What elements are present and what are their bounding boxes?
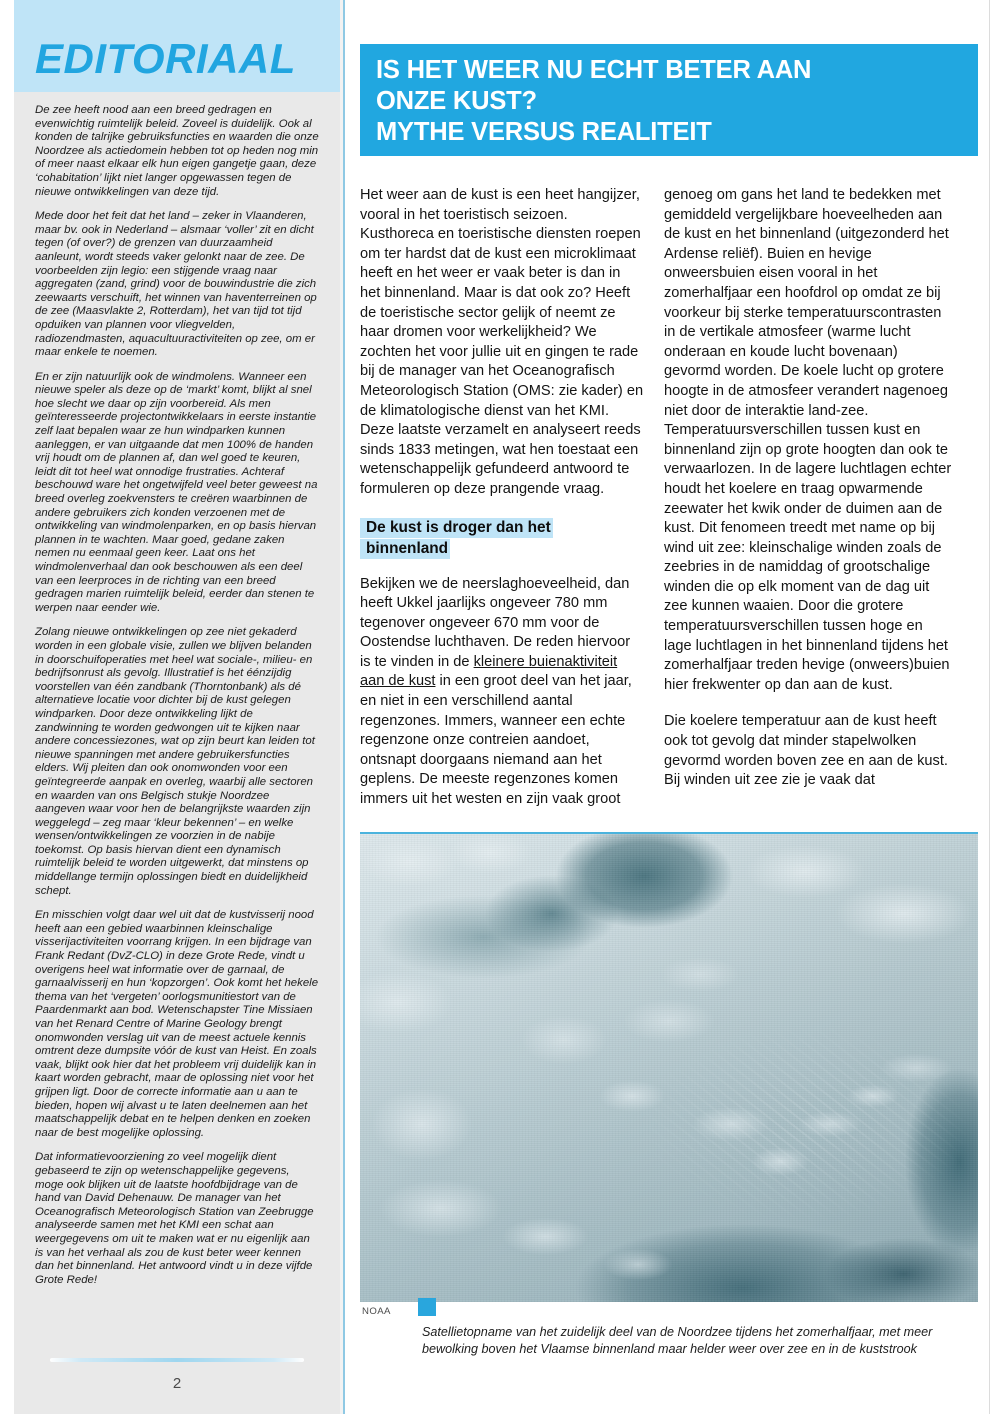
article-subheading-line-1: De kust is droger dan het	[360, 518, 553, 538]
satellite-image-tint-layer	[360, 834, 978, 1302]
editorial-paragraph: Mede door het feit dat het land – zeker in Vlaanderen, maar bv. ook in Nederland – alsmaar ‘voller’ zit en dicht tegen (of over?) de grenzen van duurzaamheid aanleunt, wordt steeds vaker gelonkt naar de zee. De voorbeelden zijn legio: een stijgende vraag naar aggregaten (zand, grind) voor de bouwindustrie die zich zeewaarts verschuift, het winnen van haventerreinen op de zee (Maasvlakte 2, Rotterdam), het van tijd tot tijd opduiken van plannen voor vliegvelden, radiozendmasten, aquacultuuractiviteiten op zee, om er maar enkele te noemen.	[35, 210, 317, 359]
paragraph-text-before-link: Bekijken we de neerslaghoeveelheid, dan heeft Ukkel jaarlijks ongeveer 780 mm tegenover ongeveer 670 mm voor de Oostendse luchthaven. De reden hiervoor is te vinden in de	[360, 575, 631, 670]
article-main	[352, 0, 986, 1414]
article-column-left	[360, 186, 644, 810]
page-number: 2	[172, 1375, 182, 1392]
article-paragraph-temperature: genoeg om gans het land te bedekken met gemiddeld vergelijkbare hoeveelheden aan de kust en het binnenland (uitgezonderd het Ardense reliëf). Buien en hevige onweersbuien eisen vooral in het zomerhalfjaar een hoofdrol op omdat ze bij voorkeur bij sterke temperatuurscontrasten in de vertikale atmosfeer (warme lucht onderaan en koude lucht bovenaan) gevormd worden. De koele lucht op grotere hoogte in de atmosfeer verandert nagenoeg niet door de interaktie land-zee. Temperatuursverschillen tussen kust en binnenland zijn op grote hoogten dan ook te verwaarlozen. In de lagere luchtlagen echter houdt het koelere en traag opwarmende zeewater het kwik onder de duimen aan de kust. Dit fenomeen treedt met name op bij wind uit zee: kleinschalige winden zoals de zeebries in de namiddag of grootschalige winden die op elk moment van de dag uit zee kunnen waaien. Door die grotere temperatuursverschillen tussen hoge en lage luchtlagen in het binnenland tijdens het zomerhalfjaar treden hevige (onweers)buien hier frekwenter op dan aan de kust.	[664, 187, 952, 693]
article-subheading	[360, 517, 644, 559]
editorial-paragraph: De zee heeft nood aan een breed gedragen en evenwichtig ruimtelijk beleid. Zoveel is duidelijk. Ook al konden de talrijke gebruiksfuncties en waarden die onze Noordzee als actiedomein hebben tot op heden nog min of meer naast elkaar elk hun eigen gangetje gaan, deze ‘cohabitation’ lijkt niet langer opgewassen tegen de nieuwe ontwikkelingen van deze tijd.	[35, 104, 319, 198]
editorial-body	[14, 92, 340, 1414]
article-intro-paragraph: Het weer aan de kust is een heet hangijzer, vooral in het toeristisch seizoen. Kusthoreca en toeristische diensten roepen om ter hardst dat de kust een microklimaat heeft en het weer er vaak beter is dan in het binnenland. Maar is dat ook zo? Heeft de toeristische sector gelijk of neemt ze haar dromen voor werkelijkheid? We zochten het voor jullie uit en gingen te rade bij de manager van het Oceanografisch Meteorologisch Station (OMS: zie kader) en de klimatologische dienst van het KMI. Deze laatste verzamelt en analyseert reeds sinds 1833 metingen, wat hen toestaat een wetenschappelijk gefundeerd antwoord te formuleren op deze prangende vraag.	[360, 187, 644, 497]
article-subheading-text	[360, 518, 553, 559]
editorial-sidebar	[14, 0, 340, 1414]
image-credit: NOAA	[362, 1306, 391, 1317]
editorial-paragraph: En misschien volgt daar wel uit dat de kustvisserij nood heeft aan een gebied waarbinnen kleinschalige visserijactiviteiten voorrang krijgen. In een bijdrage van Frank Redant (DvZ-CLO) in deze Grote Rede, vindt u overigens heel wat informatie over de garnaal, de garnaalvisserij en hun ‘kopzorgen’. Ook komt het hekele thema van het ‘vergeten’ oorlogsmunitiestort van de Paardenmarkt aan bod. Wetenschapster Tine Missiaen van het Renard Centre of Marine Geology brengt onomwonden verslag uit van de meest actuele kennis omtrent deze dumpsite vóór de kust van Heist. En zoals vaak, blijkt ook hier dat het probleem vrij duidelijk kan in kaart worden gebracht, maar de oplossing niet voor het grijpen ligt. Door de correcte informatie aan u aan te bieden, hopen wij alvast u te laten deelnemen aan het maatschappelijk debat en te helpen denken en zoeken naar de best mogelijke oplossing.	[35, 909, 319, 1139]
article-paragraph-precipitation	[360, 575, 644, 810]
article-title-band	[360, 44, 978, 156]
editorial-header-band	[14, 0, 340, 92]
paragraph-text-after-link: in een groot deel van het jaar, en niet in een verschillend aantal regenzones. Immers, wanneer een echte regenzone onze contreien aandoet, ontsnapt doorgaans niemand aan het geplens. De meeste regenzones komen immers uit het westen en zijn vaak groot	[360, 673, 632, 808]
article-paragraph-clouds: Die koelere temperatuur aan de kust heeft ook tot gevolg dat minder stapelwolken gevormd worden boven zee en aan de kust. Bij winden uit zee zie je vaak dat	[664, 713, 948, 789]
sidebar-divider-blue	[343, 0, 345, 1414]
editorial-title: EDITORIAAL	[35, 35, 296, 82]
article-subheading-line-2: binnenland	[360, 539, 450, 559]
article-title-line-1: IS HET WEER NU ECHT BETER AAN	[376, 56, 812, 84]
article-title-line-2: ONZE KUST?	[376, 87, 537, 115]
page-right-edge-rule	[989, 0, 990, 1414]
article-title-line-3: MYTHE VERSUS REALITEIT	[376, 118, 712, 146]
emphasised-phrase: kleinere buienaktiviteit aan de kust	[360, 653, 618, 690]
editorial-paragraph: Zolang nieuwe ontwikkelingen op zee niet gekaderd worden in een globale visie, zullen we blijven belanden in doorschuifoperaties met heel wat sociale-, milieu- en bedrijfsonrust als gevolg. Illustratief is het éénzijdig voorstellen van één zandbank (Thorntonbank) als dé alternatieve locatie voor dichter bij de kust gelegen windparken. Door deze ontwikkeling lijkt de zandwinning te worden gedwongen uit te kijken naar andere concessiezones, wat op zijn beurt kan leiden tot nieuwe spanningen met andere gebruikersfuncties elders. Wij pleiten dan ook onomwonden voor een geïntegreerde aanpak en overleg, waarbij alle sectoren en waarden van ons Belgisch stukje Noordzee aangeven waar voor hen de belangrijkste waarden zijn weggelegd – zeg maar ‘kleur bekennen’ – en welke wensen/ontwikkelingen ze voorzien in de nabije toekomst. Op basis hiervan dient een dynamisch ruimtelijk beleid te worden uitgewerkt, dat minstens op middellange termijn oplossingen biedt en duidelijkheid schept.	[35, 626, 315, 897]
editorial-paragraph: En er zijn natuurlijk ook de windmolens. Wanneer een nieuwe speler als deze op de ‘markt’ komt, blijkt al snel hoe slecht we daar op zijn voorbereid. Als men geïnteresseerde projectontwikkelaars in eerste instantie zelf laat bepalen waar ze hun windparken kunnen aanleggen, er van uitgaande dat men 100% de handen vrij houdt om de plannen af, dan wel goed te keuren, leidt dit tot heel wat onnodige frustraties. Achteraf beschouwd ware het ongetwijfeld veel beter geweest na breed overleg zoekvensters te creëren waarbinnen de andere gebruikers zich konden verzoenen met de ontwikkeling van windmolenparken, en op basis hiervan plannen in te wachten. Maar goed, gedane zaken nemen nu eenmaal geen keer. Laat ons het windmolenverhaal dan ook beschouwen als een deel van een leerproces in de richting van een breed gedragen marien ruimtelijk beleid, eerder dan stenen te werpen naar eender wie.	[35, 370, 318, 614]
satellite-image	[360, 832, 978, 1302]
figure-caption: Satellietopname van het zuidelijk deel van de Noordzee tijdens het zomerhalfjaar, met meer bewolking boven het Vlaamse binnenland maar helder weer over zee en in de kuststrook	[422, 1325, 933, 1356]
satellite-figure	[360, 832, 978, 1356]
page-number-divider	[50, 1358, 304, 1362]
editorial-paragraph: Dat informatievoorziening zo veel mogelijk dient gebaseerd te zijn op wetenschappelijke gegevens, moge ook blijken uit de laatste hoofdbijdrage van de hand van David Dehenauw. De manager van het Oceanografisch Meteorologisch Station van Zeebrugge analyseerde samen met het KMI een schat aan weergegevens om uit te maken wat er nu eigenlijk aan is van het verhaal als zou de kust beter weer kennen dan het binnenland. Het antwoord vindt u in deze vijfde Grote Rede!	[35, 1151, 314, 1286]
article-column-right	[664, 186, 954, 791]
article-title	[376, 55, 968, 148]
caption-marker-square	[418, 1298, 436, 1316]
